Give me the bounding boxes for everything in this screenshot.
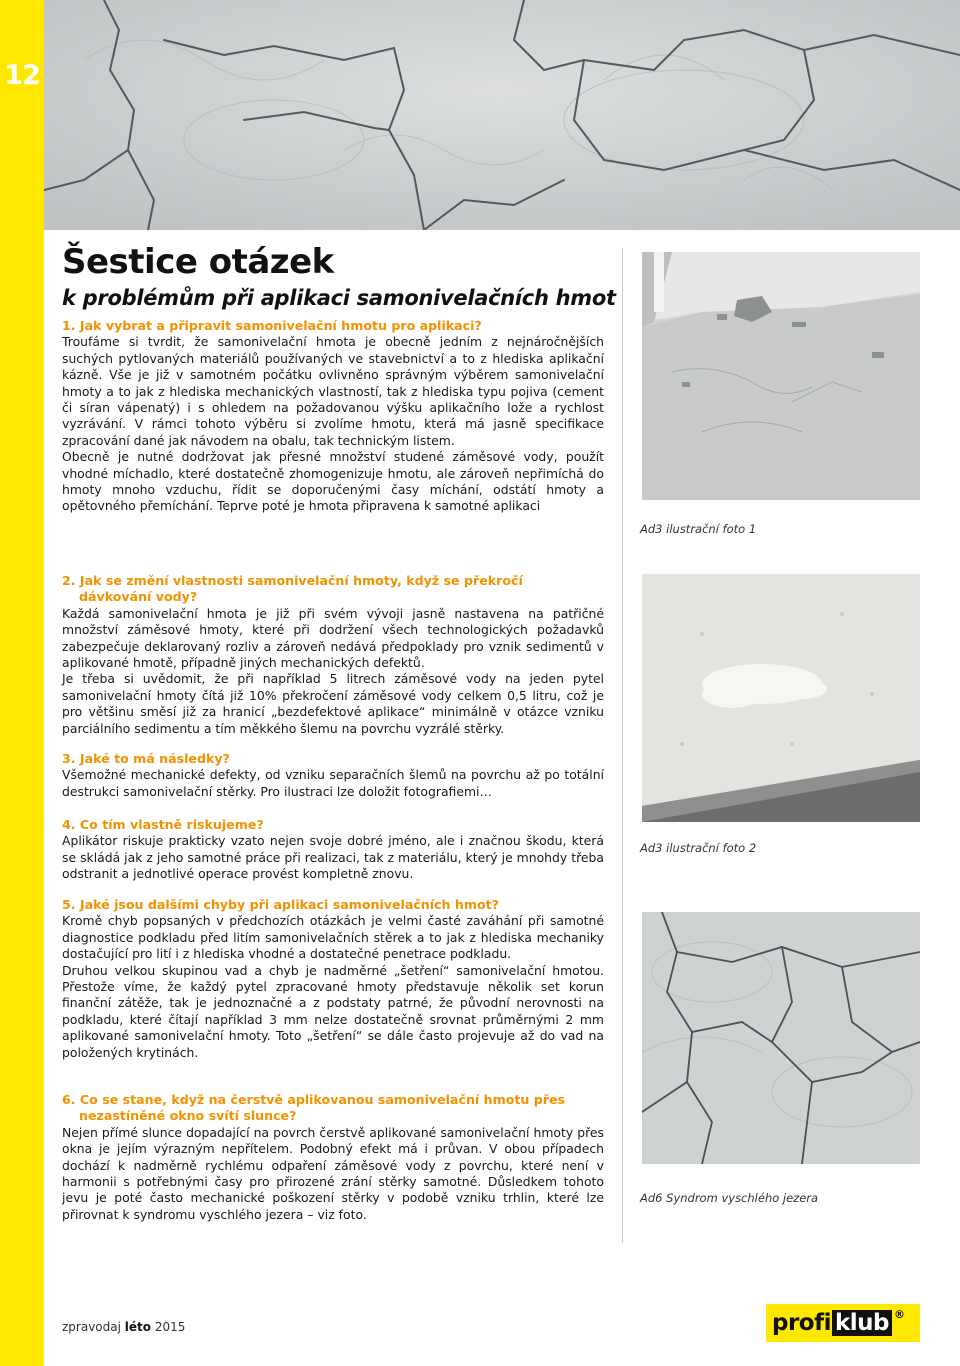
profiklub-logo bbox=[766, 1304, 920, 1342]
hero-photo-cracked-screed bbox=[44, 0, 960, 230]
body-paragraph: Nejen přímé slunce dopadající na povrch čerstvě aplikované samonivelační hmoty přes okna je jejím výrazným nepřítelem. Podobný efekt má i průvan. V obou případech dochází k nadměrně rychlému odpaření záměsové vody z povrchu, které není v harmonii s potřebnými časy pro přirozené zrání stěrky samotné. Důsledkem tohoto jevu je poté často mechanické poškození stěrky v podobě vzniku trhlin, které lze přirovnat k syndromu vyschlého jezera – viz foto. bbox=[62, 1124, 604, 1222]
footer-issue bbox=[62, 1320, 185, 1334]
body-paragraph: Každá samonivelační hmota je již při svém vývoji jasně nastavena na patřičné množství záměsové hmoty, které při dodržení všech technologických požadavků zabezpečuje deklarovaný rozliv a zároveň nedává předpoklady pro vznik sedimentů v aplikované hmotě, případně jiných mechanických defektů. bbox=[62, 605, 604, 671]
logo-text-part1: profi bbox=[772, 1310, 831, 1336]
question-heading: 5. Jaké jsou dalšími chyby při aplikaci samonivelačních hmot? bbox=[62, 897, 499, 912]
article-title: Šestice otázek bbox=[62, 242, 334, 282]
question-heading: 4. Co tím vlastně riskujeme? bbox=[62, 817, 264, 832]
body-paragraph: Druhou velkou skupinou vad a chyb je nadměrné „šetření“ samonivelační hmotou. Přestože víme, že každý pytel zpracované hmoty představuje několik set korun finanční zátěže, tak je jednoznačné a z podstaty patrné, že původní nerovnosti na podkladu, které čítají například 3 mm nelze dostatečně srovnat průměrnými 2 mm aplikované samonivelační hmoty. Toto „šetření“ se dále často projevuje až do vad na položených krytinách. bbox=[62, 962, 604, 1060]
photo-caption: Ad6 Syndrom vyschlého jezera bbox=[640, 1191, 819, 1205]
body-paragraph: Kromě chyb popsaných v předchozích otázkách je velmi časté zaváhání při samotné diagnostice podkladu před litím samonivelačních stěrek a to jak z hlediska mechaniky dostačující pro lití i z hlediska vhodné a dostatečné penetrace podkladu. bbox=[62, 913, 604, 962]
article-subtitle: k problémům při aplikaci samonivelačních hmot bbox=[62, 286, 616, 310]
question-heading-line: nezastíněné okno svítí slunce? bbox=[79, 1108, 297, 1124]
section-4 bbox=[62, 817, 604, 883]
body-paragraph: Aplikátor riskuje prakticky vzato nejen svoje dobré jméno, ale i značnou škodu, která se skládá jak z jeho samotné práce při realizaci, tak z materiálu, který je mnohdy třeba odstranit a jednotlivé operace provést kompletně znovu. bbox=[62, 833, 604, 882]
footer-season: léto bbox=[124, 1320, 152, 1334]
body-paragraph: Obecně je nutné dodržovat jak přesné množství studené záměsové vody, použít vhodné míchadlo, které dostatečně zhomogenizuje hmotu, ale zároveň nepřimíchá do hmoty mnoho vzduchu, řídit se doporučenými časy míchání, odstátí hmoty a opětovného přemíchání. Teprve poté je hmota připravena k samotné aplikaci bbox=[62, 449, 604, 514]
section-3 bbox=[62, 751, 604, 800]
body-paragraph: Všemožné mechanické defekty, od vzniku separačních šlemů na povrchu až po totální destrukci samonivelační stěrky. Pro ilustraci lze doložit fotografiemi… bbox=[62, 767, 604, 799]
registered-mark: ® bbox=[894, 1307, 905, 1321]
question-heading bbox=[62, 1092, 604, 1125]
question-heading-line: dávkování vody? bbox=[79, 589, 198, 605]
side-bar bbox=[0, 0, 44, 1366]
question-heading: 3. Jaké to má následky? bbox=[62, 751, 230, 766]
photo-screed-slab bbox=[642, 574, 920, 822]
photo-floor-room bbox=[642, 252, 920, 500]
footer-year: 2015 bbox=[154, 1320, 186, 1334]
section-2 bbox=[62, 573, 604, 737]
photo-dried-lake-cracks bbox=[642, 912, 920, 1164]
question-heading: 1. Jak vybrat a připravit samonivelační hmotu pro aplikaci? bbox=[62, 318, 482, 333]
column-divider bbox=[622, 248, 623, 1243]
section-5 bbox=[62, 897, 604, 1061]
logo-text-part2: klub bbox=[832, 1310, 892, 1336]
body-paragraph: Je třeba si uvědomit, že při například 5 litrech záměsové vody na jeden pytel samonivelační hmoty čítá již 10% překročení záměsové vody celkem 0,5 litru, což je pro většinu směsí již za hranicí „bezdefektové aplikace“ minimálně v otázce vzniku parciálního sedimentu a tím měkkého šlemu na povrchu vyzrálé stěrky. bbox=[62, 671, 604, 736]
section-6 bbox=[62, 1092, 604, 1223]
question-heading bbox=[62, 573, 604, 606]
question-heading-line: 2. Jak se změní vlastnosti samonivelační hmoty, když se překročí bbox=[62, 573, 523, 588]
photo-caption: Ad3 ilustrační foto 2 bbox=[640, 841, 757, 855]
question-heading-line: 6. Co se stane, když na čerstvě aplikovanou samonivelační hmotu přes bbox=[62, 1092, 565, 1107]
page-number: 12 bbox=[4, 60, 40, 91]
section-1 bbox=[62, 318, 604, 515]
photo-caption: Ad3 ilustrační foto 1 bbox=[640, 522, 757, 536]
body-paragraph: Troufáme si tvrdit, že samonivelační hmota je obecně jedním z nejnáročnějších suchých pytlovaných materiálů používaných ve stavebnictví a to z hlediska aplikační kázně. Vše je již v samotném počátku ovlivněno správným výběrem samonivelační hmoty a to jak z hlediska mechanických vlastností, tak z hlediska typu pojiva (cement či síran vápenatý) i s ohledem na požadovanou výšku aplikačního lože a rychlost vyzrávání. V rámci tohoto výběru si zvolíme hmotu, která má jasně specifikace zpracování dané jak návodem na obalu, tak technickým listem. bbox=[62, 334, 604, 448]
footer-prefix: zpravodaj bbox=[62, 1320, 121, 1334]
